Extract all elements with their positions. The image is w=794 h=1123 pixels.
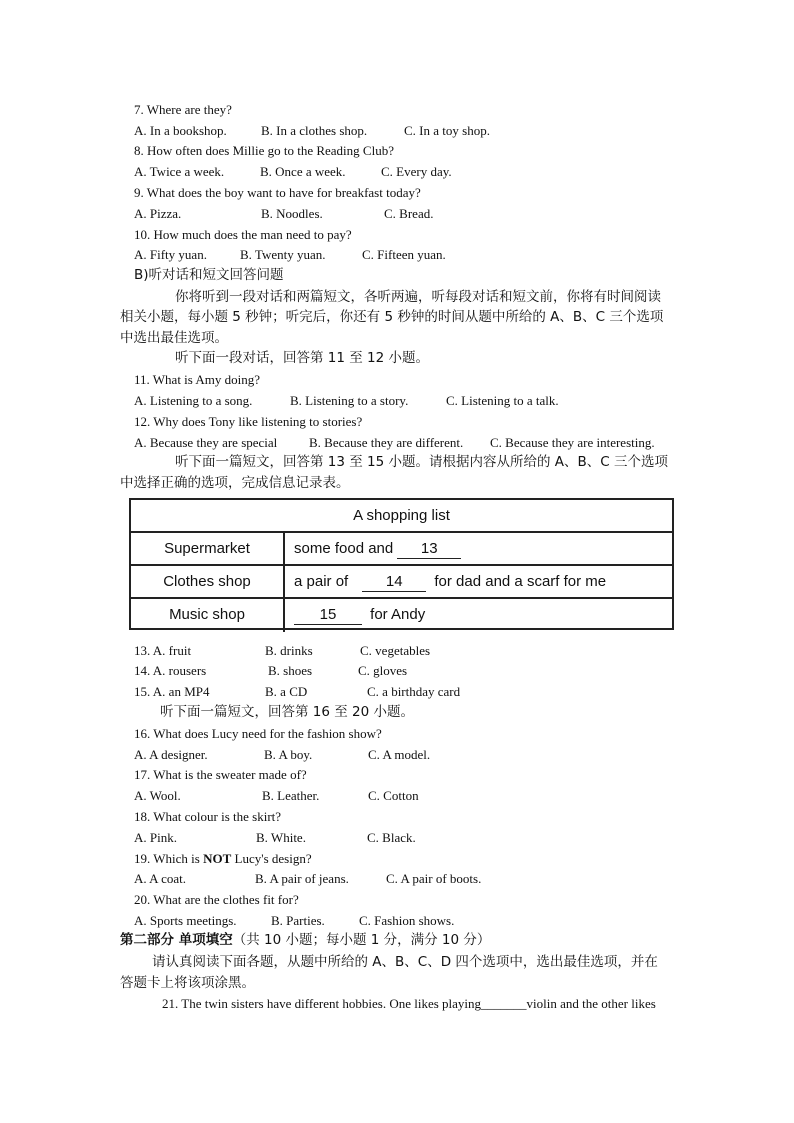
q15-option-a: 15. A. an MP4 xyxy=(134,684,210,699)
q12-option-c: C. Because they are interesting. xyxy=(490,435,655,450)
q11-option-b: B. Listening to a story. xyxy=(290,393,409,408)
q8-option-c: C. Every day. xyxy=(381,164,452,179)
q18-option-a: A. Pink. xyxy=(134,830,177,845)
instruction-2-line-2: 中选择正确的选项，完成信息记录表。 xyxy=(120,475,350,491)
question-10-stem: 10. How much does the man need to pay? xyxy=(134,227,352,242)
q7-option-b: B. In a clothes shop. xyxy=(261,123,368,138)
question-9-stem: 9. What does the boy want to have for breakfast today? xyxy=(134,185,421,200)
instruction-3: 听下面一篇短文，回答第 16 至 20 小题。 xyxy=(160,704,415,720)
question-8-stem: 8. How often does Millie go to the Reading Club? xyxy=(134,143,394,158)
q20-option-c: C. Fashion shows. xyxy=(359,913,455,928)
q14-option-a: 14. A. rousers xyxy=(134,663,207,678)
blank-14: 14 xyxy=(362,573,426,592)
question-20-stem: 20. What are the clothes fit for? xyxy=(134,892,299,907)
q15-option-b: B. a CD xyxy=(265,684,308,699)
q14-option-c: C. gloves xyxy=(358,663,408,678)
item-cell xyxy=(294,599,425,632)
part-2-heading xyxy=(120,932,490,948)
blank-15: 15 xyxy=(294,606,362,625)
item-cell xyxy=(294,566,606,597)
section-b-intro-line-2: 相关小题，每小题 5 秒钟；听完后，你还有 5 秒钟的时间从题中所给的 A、B、C 三个选项 xyxy=(120,309,664,325)
q8-option-b: B. Once a week. xyxy=(260,164,346,179)
q12-option-a: A. Because they are special xyxy=(134,435,278,450)
q19-option-c: C. A pair of boots. xyxy=(386,871,482,886)
q19-option-a: A. A coat. xyxy=(134,871,186,886)
q16-option-a: A. A designer. xyxy=(134,747,208,762)
q17-option-b: B. Leather. xyxy=(262,788,320,803)
question-18-stem: 18. What colour is the skirt? xyxy=(134,809,282,824)
item-cell xyxy=(294,533,465,564)
q19-stem-prefix: 19. Which is xyxy=(134,851,204,866)
part-2-intro-line-2: 答题卡上将该项涂黑。 xyxy=(120,975,255,991)
table-row xyxy=(131,599,672,632)
section-b-intro-line-1: 你将听到一段对话和两篇短文，各听两遍，听每段对话和短文前，你将有时间阅读 xyxy=(175,289,661,305)
question-7-stem: 7. Where are they? xyxy=(134,102,232,117)
q13-option-c: C. vegetables xyxy=(360,643,431,658)
place-cell: Clothes shop xyxy=(131,566,285,597)
q7-option-c: C. In a toy shop. xyxy=(404,123,490,138)
section-b-title: B)听对话和短文回答问题 xyxy=(134,267,284,283)
shopping-list-title: A shopping list xyxy=(131,500,672,533)
question-17-stem: 17. What is the sweater made of? xyxy=(134,767,307,782)
q19-stem-emphasis: NOT xyxy=(203,851,232,866)
q13-option-a: 13. A. fruit xyxy=(134,643,192,658)
table-row xyxy=(131,533,672,566)
question-16-stem: 16. What does Lucy need for the fashion show? xyxy=(134,726,382,741)
q16-option-c: C. A model. xyxy=(368,747,431,762)
part-2-scoring: （共 10 小题；每小题 1 分，满分 10 分） xyxy=(232,932,491,948)
question-21-stem: 21. The twin sisters have different hobbies. One likes playing_______violin and the other likes xyxy=(162,996,656,1011)
q11-option-a: A. Listening to a song. xyxy=(134,393,253,408)
q9-option-a: A. Pizza. xyxy=(134,206,182,221)
part-2-title: 第二部分 单项填空 xyxy=(120,932,233,948)
q18-option-b: B. White. xyxy=(256,830,306,845)
item-suffix: for Andy xyxy=(370,606,426,623)
section-b-intro-line-3: 中选出最佳选项。 xyxy=(120,330,228,346)
q9-option-b: B. Noodles. xyxy=(261,206,323,221)
place-cell: Supermarket xyxy=(131,533,285,564)
q17-option-c: C. Cotton xyxy=(368,788,419,803)
q15-option-c: C. a birthday card xyxy=(367,684,461,699)
place-cell: Music shop xyxy=(131,599,285,632)
table-row xyxy=(131,566,672,599)
q10-option-c: C. Fifteen yuan. xyxy=(362,247,446,262)
question-11-stem: 11. What is Amy doing? xyxy=(134,372,261,387)
q17-option-a: A. Wool. xyxy=(134,788,181,803)
item-prefix: a pair of xyxy=(294,573,349,590)
q7-option-a: A. In a bookshop. xyxy=(134,123,227,138)
q10-option-b: B. Twenty yuan. xyxy=(240,247,326,262)
q19-stem-suffix: Lucy's design? xyxy=(231,851,312,866)
q10-option-a: A. Fifty yuan. xyxy=(134,247,207,262)
item-suffix: for dad and a scarf for me xyxy=(434,573,607,590)
q19-option-b: B. A pair of jeans. xyxy=(255,871,349,886)
item-prefix: some food and xyxy=(294,540,394,557)
q12-option-b: B. Because they are different. xyxy=(309,435,464,450)
q9-option-c: C. Bread. xyxy=(384,206,434,221)
section-b-instruction-1: 听下面一段对话，回答第 11 至 12 小题。 xyxy=(175,350,430,366)
question-19-stem xyxy=(134,851,312,867)
q8-option-a: A. Twice a week. xyxy=(134,164,225,179)
shopping-list-table xyxy=(129,498,674,630)
q20-option-a: A. Sports meetings. xyxy=(134,913,237,928)
q16-option-b: B. A boy. xyxy=(264,747,313,762)
q20-option-b: B. Parties. xyxy=(271,913,325,928)
part-2-intro-line-1: 请认真阅读下面各题，从题中所给的 A、B、C、D 四个选项中，选出最佳选项，并在 xyxy=(152,954,658,970)
question-12-stem: 12. Why does Tony like listening to stories? xyxy=(134,414,363,429)
q14-option-b: B. shoes xyxy=(268,663,313,678)
q13-option-b: B. drinks xyxy=(265,643,313,658)
blank-13: 13 xyxy=(397,540,461,559)
q18-option-c: C. Black. xyxy=(367,830,416,845)
instruction-2-line-1: 听下面一篇短文，回答第 13 至 15 小题。请根据内容从所给的 A、B、C 三个选项 xyxy=(175,454,669,470)
q11-option-c: C. Listening to a talk. xyxy=(446,393,559,408)
